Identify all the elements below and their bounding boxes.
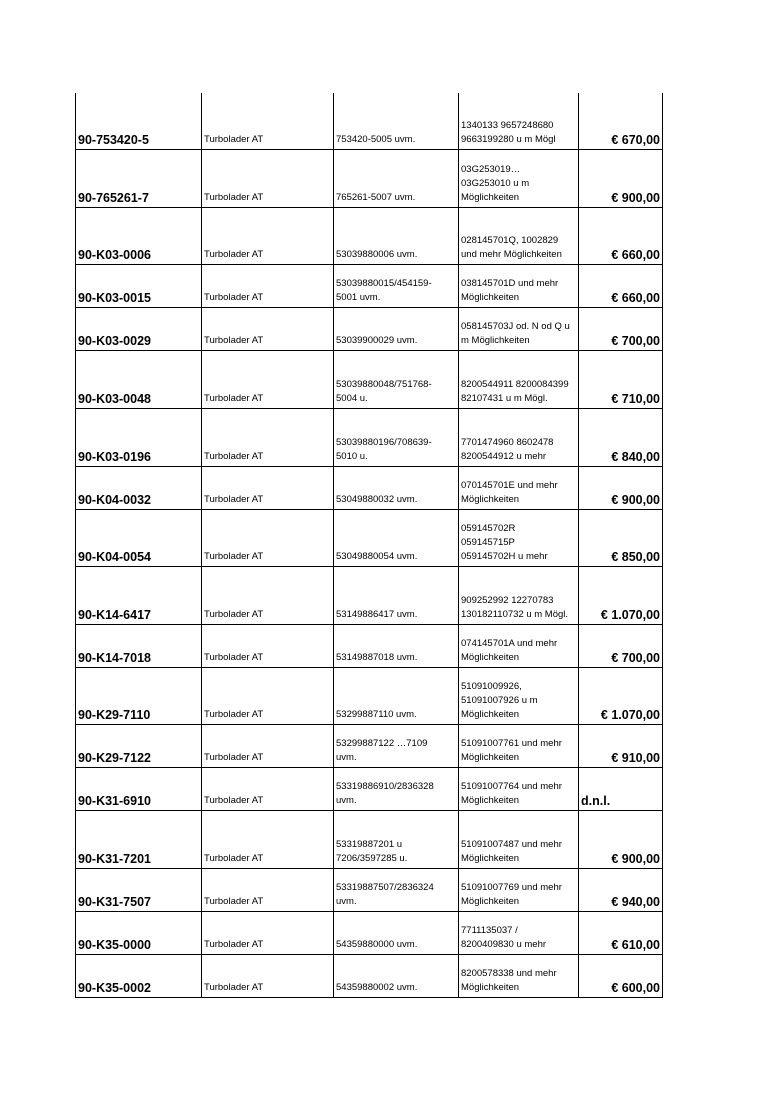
oe-line: 8200544911 8200084399 bbox=[461, 378, 569, 390]
reference-number bbox=[334, 466, 459, 509]
price: € 940,00 bbox=[579, 868, 663, 911]
reference-line: 54359880002 uvm. bbox=[336, 981, 418, 993]
price: € 670,00 bbox=[579, 93, 663, 149]
reference-number bbox=[334, 149, 459, 207]
part-description: Turbolader AT bbox=[202, 667, 334, 724]
oe-line: Möglichkeiten bbox=[461, 191, 520, 203]
reference-number bbox=[334, 93, 459, 149]
oe-line: 8200578338 und mehr bbox=[461, 967, 557, 979]
table-row bbox=[76, 954, 663, 997]
part-description: Turbolader AT bbox=[202, 350, 334, 408]
reference-line: 7206/3597285 u. bbox=[336, 852, 408, 864]
oe-line: 070145701E und mehr bbox=[461, 479, 558, 491]
oe-line: Möglichkeiten bbox=[461, 751, 520, 763]
oe-line: 03G253019… bbox=[461, 163, 521, 175]
oe-line: Möglichkeiten bbox=[461, 708, 520, 720]
part-description: Turbolader AT bbox=[202, 149, 334, 207]
oe-line: 1340133 9657248680 bbox=[461, 119, 554, 131]
reference-number bbox=[334, 624, 459, 667]
oe-numbers bbox=[459, 911, 579, 954]
oe-numbers bbox=[459, 509, 579, 566]
reference-number bbox=[334, 566, 459, 624]
part-description: Turbolader AT bbox=[202, 624, 334, 667]
reference-line: 53049880054 uvm. bbox=[336, 550, 418, 562]
reference-number bbox=[334, 767, 459, 810]
oe-line: 8200409830 u mehr bbox=[461, 938, 547, 950]
reference-number bbox=[334, 408, 459, 466]
reference-line: uvm. bbox=[336, 895, 357, 907]
oe-line: Möglichkeiten bbox=[461, 852, 520, 864]
table-row bbox=[76, 911, 663, 954]
oe-numbers bbox=[459, 724, 579, 767]
reference-line: 53149886417 uvm. bbox=[336, 608, 418, 620]
price: € 700,00 bbox=[579, 307, 663, 350]
oe-line: 51091009926, bbox=[461, 680, 522, 692]
reference-line: 5010 u. bbox=[336, 450, 368, 462]
oe-line: 058145703J od. N od Q u bbox=[461, 320, 570, 332]
oe-numbers bbox=[459, 207, 579, 264]
reference-line: 53039880048/751768- bbox=[336, 378, 432, 390]
reference-line: 53319887507/2836324 bbox=[336, 881, 434, 893]
reference-number bbox=[334, 868, 459, 911]
table-row bbox=[76, 868, 663, 911]
reference-number bbox=[334, 911, 459, 954]
oe-numbers bbox=[459, 466, 579, 509]
oe-numbers bbox=[459, 624, 579, 667]
oe-numbers bbox=[459, 350, 579, 408]
reference-number bbox=[334, 810, 459, 868]
part-number: 90-K14-7018 bbox=[76, 624, 202, 667]
part-description: Turbolader AT bbox=[202, 509, 334, 566]
price: € 1.070,00 bbox=[579, 667, 663, 724]
oe-line: Möglichkeiten bbox=[461, 651, 520, 663]
part-number: 90-K04-0032 bbox=[76, 466, 202, 509]
part-description: Turbolader AT bbox=[202, 868, 334, 911]
oe-numbers bbox=[459, 408, 579, 466]
oe-line: 51091007761 und mehr bbox=[461, 737, 562, 749]
reference-line: uvm. bbox=[336, 751, 357, 763]
table-row bbox=[76, 207, 663, 264]
reference-number bbox=[334, 307, 459, 350]
table-row bbox=[76, 810, 663, 868]
reference-line: 53039880196/708639- bbox=[336, 436, 432, 448]
part-number: 90-K03-0196 bbox=[76, 408, 202, 466]
part-description: Turbolader AT bbox=[202, 207, 334, 264]
oe-line: Möglichkeiten bbox=[461, 493, 520, 505]
part-number: 90-K29-7122 bbox=[76, 724, 202, 767]
oe-numbers bbox=[459, 307, 579, 350]
oe-line: Möglichkeiten bbox=[461, 291, 520, 303]
reference-line: 53319887201 u bbox=[336, 838, 403, 850]
price-list-body bbox=[76, 93, 663, 997]
price: € 710,00 bbox=[579, 350, 663, 408]
oe-line: und mehr Möglichkeiten bbox=[461, 248, 562, 260]
table-row bbox=[76, 149, 663, 207]
reference-line: 53039900029 uvm. bbox=[336, 334, 418, 346]
part-description: Turbolader AT bbox=[202, 466, 334, 509]
part-number: 90-K31-6910 bbox=[76, 767, 202, 810]
oe-line: 7711135037 / bbox=[461, 924, 518, 936]
oe-line: 51091007764 und mehr bbox=[461, 780, 562, 792]
part-description: Turbolader AT bbox=[202, 93, 334, 149]
part-number: 90-753420-5 bbox=[76, 93, 202, 149]
oe-numbers bbox=[459, 149, 579, 207]
reference-number bbox=[334, 350, 459, 408]
part-description: Turbolader AT bbox=[202, 724, 334, 767]
reference-number bbox=[334, 264, 459, 307]
part-number: 90-K31-7507 bbox=[76, 868, 202, 911]
reference-line: 53039880015/454159- bbox=[336, 277, 432, 289]
price: € 1.070,00 bbox=[579, 566, 663, 624]
oe-line: 51091007926 u m bbox=[461, 694, 538, 706]
table-row bbox=[76, 767, 663, 810]
part-description: Turbolader AT bbox=[202, 911, 334, 954]
oe-line: Möglichkeiten bbox=[461, 895, 520, 907]
reference-line: 53319886910/2836328 bbox=[336, 780, 434, 792]
oe-numbers bbox=[459, 810, 579, 868]
part-description: Turbolader AT bbox=[202, 264, 334, 307]
part-number: 90-765261-7 bbox=[76, 149, 202, 207]
price: € 850,00 bbox=[579, 509, 663, 566]
part-number: 90-K03-0015 bbox=[76, 264, 202, 307]
oe-numbers bbox=[459, 566, 579, 624]
part-description: Turbolader AT bbox=[202, 954, 334, 997]
oe-numbers bbox=[459, 767, 579, 810]
oe-line: 909252992 12270783 bbox=[461, 594, 554, 606]
reference-number bbox=[334, 667, 459, 724]
table-row bbox=[76, 667, 663, 724]
oe-line: 130182110732 u m Mögl. bbox=[461, 608, 569, 620]
part-number: 90-K03-0029 bbox=[76, 307, 202, 350]
table-row bbox=[76, 350, 663, 408]
reference-line: uvm. bbox=[336, 794, 357, 806]
price: € 700,00 bbox=[579, 624, 663, 667]
reference-line: 53049880032 uvm. bbox=[336, 493, 418, 505]
oe-line: 7701474960 8602478 bbox=[461, 436, 554, 448]
oe-line: 51091007487 und mehr bbox=[461, 838, 562, 850]
oe-line: m Möglichkeiten bbox=[461, 334, 530, 346]
part-number: 90-K03-0006 bbox=[76, 207, 202, 264]
part-number: 90-K14-6417 bbox=[76, 566, 202, 624]
part-description: Turbolader AT bbox=[202, 566, 334, 624]
price-list-table bbox=[75, 93, 663, 998]
price: € 900,00 bbox=[579, 466, 663, 509]
oe-line: 059145702R bbox=[461, 522, 516, 534]
table-row bbox=[76, 307, 663, 350]
reference-number bbox=[334, 207, 459, 264]
oe-numbers bbox=[459, 954, 579, 997]
oe-line: 028145701Q, 1002829 bbox=[461, 234, 559, 246]
price: € 900,00 bbox=[579, 810, 663, 868]
reference-number bbox=[334, 509, 459, 566]
table-row bbox=[76, 93, 663, 149]
table-row bbox=[76, 509, 663, 566]
reference-line: 765261-5007 uvm. bbox=[336, 191, 416, 203]
part-number: 90-K03-0048 bbox=[76, 350, 202, 408]
part-description: Turbolader AT bbox=[202, 307, 334, 350]
price: € 660,00 bbox=[579, 207, 663, 264]
table-row bbox=[76, 624, 663, 667]
part-number: 90-K35-0000 bbox=[76, 911, 202, 954]
reference-line: 5004 u. bbox=[336, 392, 368, 404]
oe-line: 038145701D und mehr bbox=[461, 277, 559, 289]
oe-line: 074145701A und mehr bbox=[461, 637, 558, 649]
reference-line: 5001 uvm. bbox=[336, 291, 381, 303]
reference-line: 53299887122 …7109 bbox=[336, 737, 428, 749]
reference-line: 53299887110 uvm. bbox=[336, 708, 417, 720]
oe-line: 8200544912 u mehr bbox=[461, 450, 547, 462]
table-row bbox=[76, 724, 663, 767]
table-row bbox=[76, 264, 663, 307]
oe-line: 51091007769 und mehr bbox=[461, 881, 562, 893]
oe-line: 9663199280 u m Mögl bbox=[461, 133, 556, 145]
price: € 900,00 bbox=[579, 149, 663, 207]
reference-number bbox=[334, 724, 459, 767]
table-row bbox=[76, 566, 663, 624]
reference-line: 54359880000 uvm. bbox=[336, 938, 418, 950]
reference-line: 53039880006 uvm. bbox=[336, 248, 418, 260]
oe-line: 03G253010 u m bbox=[461, 177, 530, 189]
price: € 610,00 bbox=[579, 911, 663, 954]
oe-line: 059145702H u mehr bbox=[461, 550, 548, 562]
part-number: 90-K35-0002 bbox=[76, 954, 202, 997]
table-row bbox=[76, 408, 663, 466]
table-row bbox=[76, 466, 663, 509]
part-description: Turbolader AT bbox=[202, 810, 334, 868]
oe-line: Möglichkeiten bbox=[461, 981, 520, 993]
part-number: 90-K31-7201 bbox=[76, 810, 202, 868]
oe-line: 059145715P bbox=[461, 536, 515, 548]
part-number: 90-K04-0054 bbox=[76, 509, 202, 566]
oe-numbers bbox=[459, 868, 579, 911]
price: € 910,00 bbox=[579, 724, 663, 767]
reference-line: 753420-5005 uvm. bbox=[336, 133, 416, 145]
reference-line: 53149887018 uvm. bbox=[336, 651, 418, 663]
oe-line: Möglichkeiten bbox=[461, 794, 520, 806]
oe-numbers bbox=[459, 667, 579, 724]
price: € 840,00 bbox=[579, 408, 663, 466]
part-description: Turbolader AT bbox=[202, 767, 334, 810]
reference-number bbox=[334, 954, 459, 997]
price: € 660,00 bbox=[579, 264, 663, 307]
oe-line: 82107431 u m Mögl. bbox=[461, 392, 548, 404]
oe-numbers bbox=[459, 264, 579, 307]
part-description: Turbolader AT bbox=[202, 408, 334, 466]
oe-numbers bbox=[459, 93, 579, 149]
price: d.n.l. bbox=[579, 767, 663, 810]
price: € 600,00 bbox=[579, 954, 663, 997]
part-number: 90-K29-7110 bbox=[76, 667, 202, 724]
